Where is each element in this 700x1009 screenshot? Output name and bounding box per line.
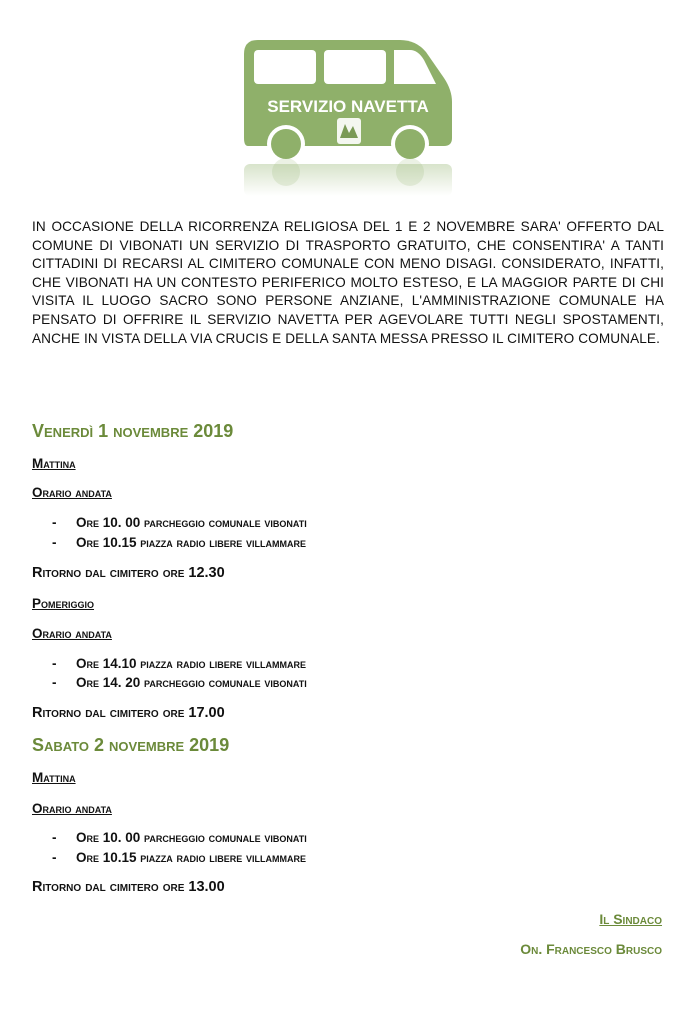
- day2-morning-return: Ritorno dal cimitero ore 13.00: [32, 879, 225, 895]
- day2-morning-label: Mattina: [32, 770, 76, 785]
- day1-afternoon-label: Pomeriggio: [32, 596, 95, 611]
- schedule-item: - Ore 10.15 piazza radio libere villammare: [52, 850, 307, 865]
- day1-morning-return: Ritorno dal cimitero ore 12.30: [32, 565, 225, 581]
- day1-morning-label: Mattina: [32, 456, 76, 471]
- schedule-item: - Ore 10.15 piazza radio libere villammare: [52, 535, 307, 550]
- day1-title: Venerdì 1 novembre 2019: [32, 421, 234, 441]
- schedule-item: - Ore 10. 00 parcheggio comunale vibonati: [52, 515, 307, 530]
- day2-title: Sabato 2 novembre 2019: [32, 735, 230, 755]
- schedule-item: - Ore 14.10 piazza radio libere villammare: [52, 656, 307, 671]
- day1-morning-outbound-label: Orario andata: [32, 485, 112, 500]
- day2-morning-outbound-label: Orario andata: [32, 801, 112, 816]
- logo-text: SERVIZIO NAVETTA: [267, 97, 429, 116]
- signature-name: On. Francesco Brusco: [520, 941, 662, 957]
- shuttle-bus-icon: [240, 38, 456, 198]
- schedule-item: - Ore 14. 20 parcheggio comunale vibonati: [52, 675, 307, 690]
- schedule-item: - Ore 10. 00 parcheggio comunale vibonati: [52, 830, 307, 845]
- day1-afternoon-outbound-label: Orario andata: [32, 626, 112, 641]
- intro-paragraph: IN OCCASIONE DELLA RICORRENZA RELIGIOSA DEL 1 E 2 NOVEMBRE SARA' OFFERTO DAL COMUNE DI VIBONATI UN SERVIZIO DI TRASPORTO GRATUITO, CHE CONSENTIRA' A TANTI CITTADINI DI RECARSI AL CIMITERO COMUNALE CON MENO DISAGI. CONSIDERATO, INFATTI, CHE VIBONATI HA UN CONTESTO PERIFERICO MOLTO ESTESO, E LA MAGGIOR PARTE DI CHI VISITA IL LUOGO SACRO SONO PERSONE ANZIANE, L'AMMINISTRAZIONE COMUNALE HA PENSATO DI OFFRIRE IL SERVIZIO NAVETTA PER AGEVOLARE TUTTI NEGLI SPOSTAMENTI, ANCHE IN VISTA DELLA VIA CRUCIS E DELLA SANTA MESSA PRESSO IL CIMITERO COMUNALE.: [32, 219, 664, 346]
- signature-role: Il Sindaco: [599, 911, 662, 927]
- day1-afternoon-return: Ritorno dal cimitero ore 17.00: [32, 705, 225, 721]
